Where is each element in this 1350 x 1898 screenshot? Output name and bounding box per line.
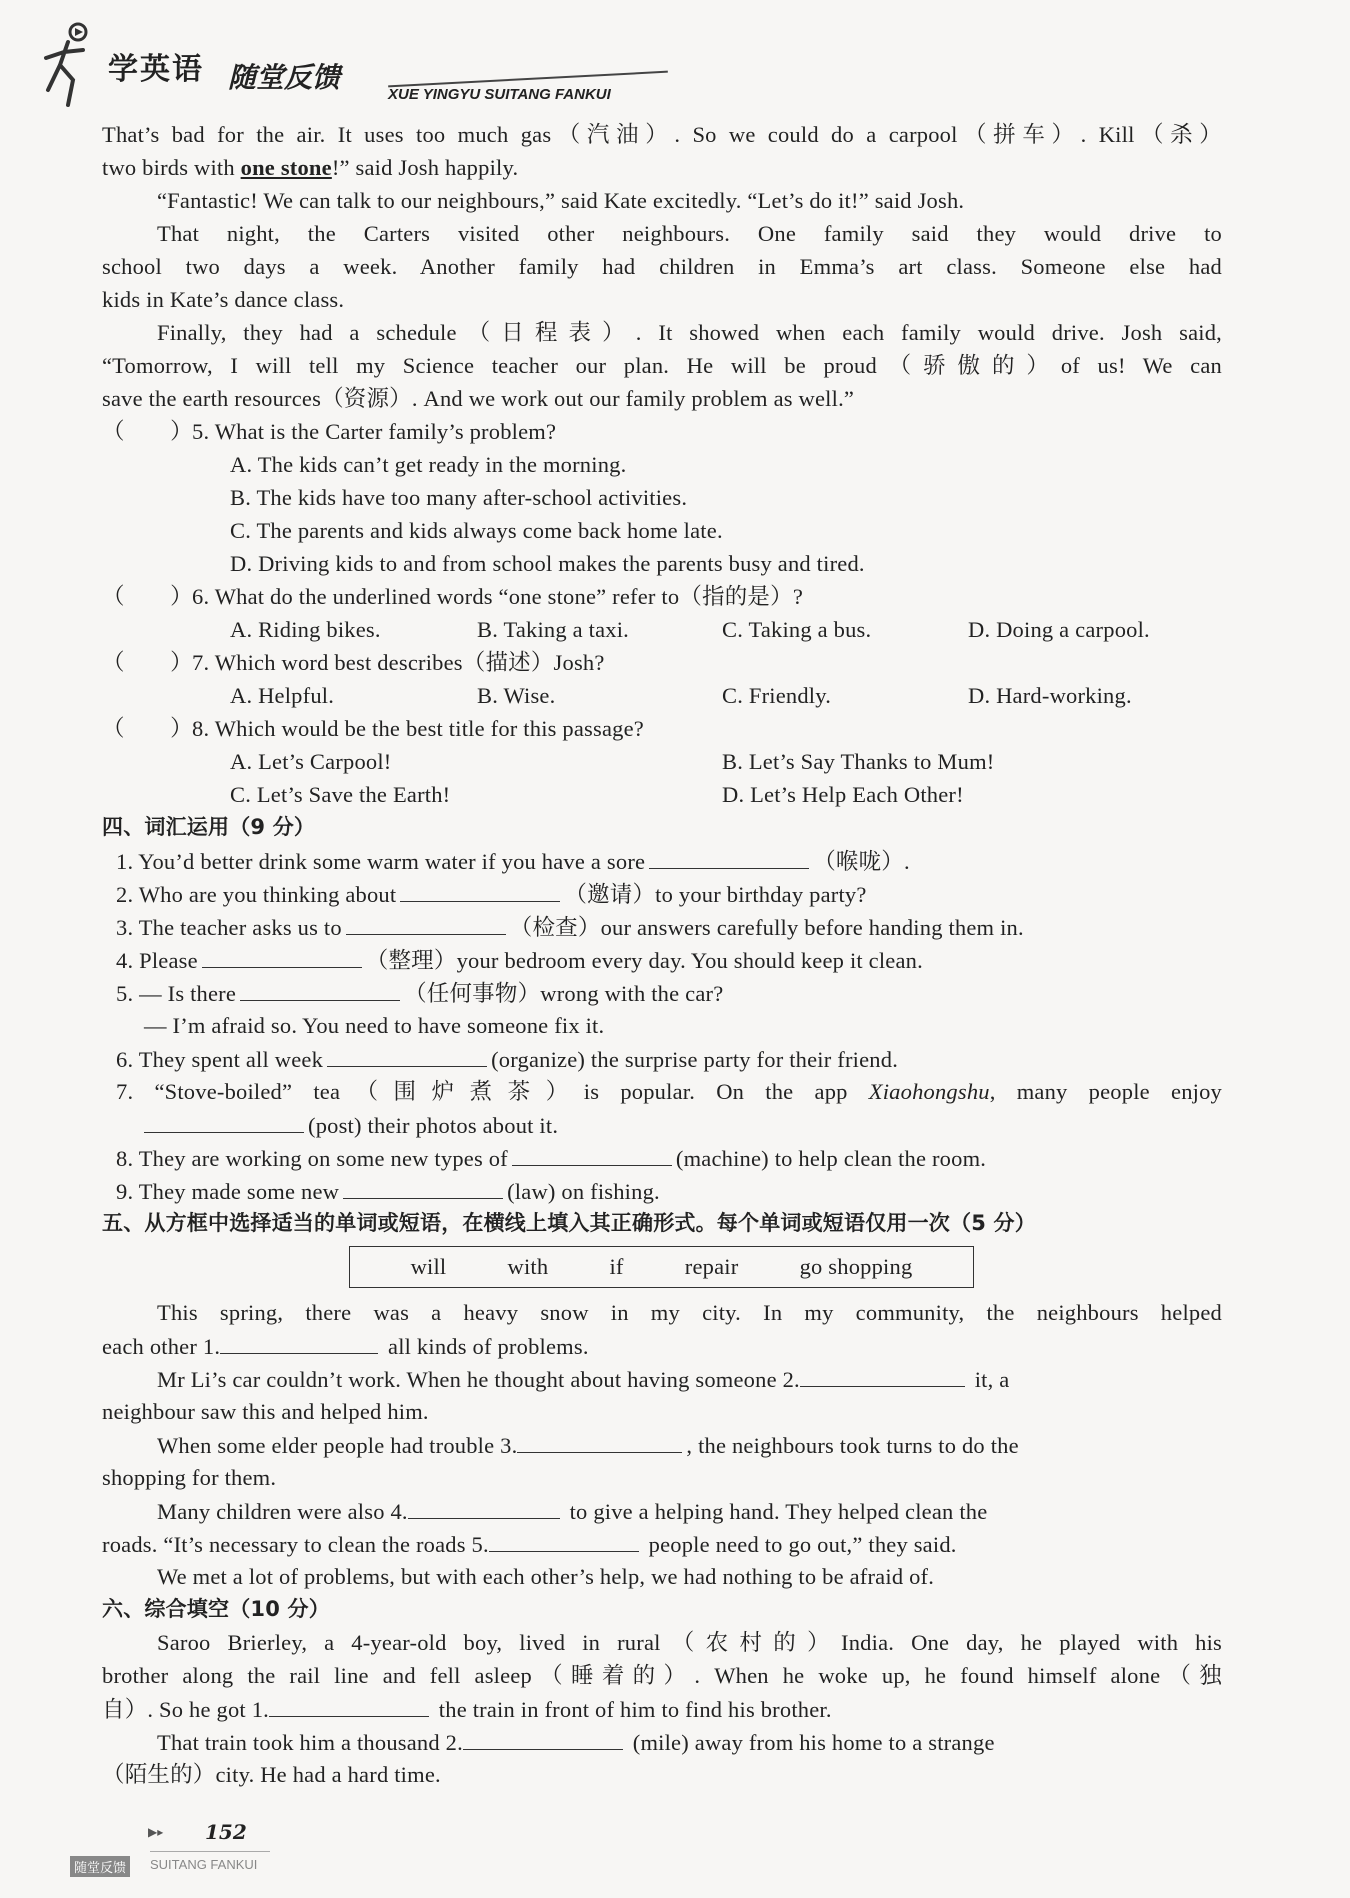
header-english-title: XUE YINGYU SUITANG FANKUI — [388, 86, 611, 103]
footer-label: 随堂反馈 — [70, 1856, 130, 1877]
passage-line — [102, 151, 1222, 184]
app-name: Xiaohongshu — [868, 1079, 990, 1104]
arrow-icon: ▶▸ — [148, 1825, 164, 1839]
option: D. Doing a carpool. — [968, 617, 1150, 642]
passage-line: Finally, they had a schedule（日程表）. It showed when each family would drive. Josh said, — [157, 320, 1222, 345]
cloze-line: （陌生的）city. He had a hard time. — [102, 1762, 441, 1787]
options-row — [102, 613, 1222, 646]
word-box — [349, 1246, 974, 1288]
header-title: 学英语 — [108, 52, 204, 87]
text: two birds with — [102, 155, 241, 180]
blank-number: 5. — [471, 1532, 489, 1557]
text: Many children were also — [157, 1499, 385, 1524]
header-subtitle: 随堂反馈 — [228, 61, 341, 94]
options-row — [102, 745, 1222, 778]
option: A. Helpful. — [230, 683, 335, 708]
vocab-item-reply: — I’m afraid so. You need to have someone fix it. — [144, 1013, 605, 1038]
blank-number: 2. — [782, 1367, 800, 1392]
text: （任何事物）wrong with the car? — [404, 981, 724, 1006]
option: D. Hard-working. — [968, 683, 1132, 708]
text: 1. You’d better drink some warm water if you have a sore — [116, 849, 646, 874]
vocab-item — [102, 877, 1222, 910]
text: 4. Please — [116, 948, 198, 973]
text: !” said Josh happily. — [331, 155, 519, 180]
option: B. The kids have too many after-school activities. — [230, 485, 688, 510]
text: it, a — [974, 1367, 1010, 1392]
cloze-line — [102, 1692, 1222, 1725]
answer-blank[interactable] — [512, 1141, 672, 1166]
page-header — [38, 14, 648, 110]
vocab-item — [102, 844, 1222, 877]
cloze-line — [102, 1725, 1222, 1758]
answer-blank[interactable] — [220, 1329, 378, 1354]
vocab-item — [102, 1042, 1222, 1075]
answer-blank[interactable] — [517, 1428, 682, 1453]
option: C. The parents and kids always come back home late. — [230, 518, 723, 543]
text: (machine) to help clean the room. — [675, 1146, 987, 1171]
blank-number: 3. — [500, 1433, 518, 1458]
question-stem: 8. Which would be the best title for this passage? — [192, 716, 644, 741]
question-6 — [102, 580, 1222, 613]
text: Mr Li’s car couldn’t work. When he thought about having someone — [157, 1367, 777, 1392]
section-4-title: 四、词汇运用（9 分） — [102, 815, 316, 839]
question-5 — [102, 415, 1222, 448]
runner-logo-icon — [38, 20, 98, 110]
word-option: repair — [684, 1254, 739, 1279]
cloze-line — [102, 1494, 1222, 1527]
passage-line: That’s bad for the air. It uses too much gas（汽油）. So we could do a carpool（拼车）. Kill（杀） — [102, 122, 1222, 147]
text: （喉咙）. — [813, 849, 910, 874]
text: people need to go out,” they said. — [648, 1532, 957, 1557]
section-6-title: 六、综合填空（10 分） — [102, 1597, 330, 1621]
text: （邀请）to your birthday party? — [564, 882, 867, 907]
vocab-item — [102, 943, 1222, 976]
footer-english-label: SUITANG FANKUI — [150, 1857, 258, 1872]
answer-blank[interactable] — [202, 943, 362, 968]
text: (organize) the surprise party for their friend. — [491, 1047, 899, 1072]
cloze-line — [102, 1527, 1222, 1560]
option: A. Let’s Carpool! — [230, 749, 392, 774]
vocab-item — [102, 976, 1222, 1009]
passage-line: That night, the Carters visited other neighbours. One family said they would drive to — [157, 221, 1222, 246]
blank-number: 1. — [202, 1334, 221, 1359]
answer-blank[interactable] — [144, 1108, 304, 1133]
text: （检查）our answers carefully before handing them in. — [509, 915, 1024, 940]
cloze-line: This spring, there was a heavy snow in my city. In my community, the neighbours helped — [157, 1300, 1222, 1325]
option: C. Taking a bus. — [722, 617, 872, 642]
text: (post) their photos about it. — [308, 1113, 559, 1138]
option: D. Let’s Help Each Other! — [722, 782, 964, 807]
text: （整理）your bedroom every day. You should keep it clean. — [365, 948, 923, 973]
word-option: with — [507, 1254, 549, 1279]
cloze-line: Saroo Brierley, a 4-year-old boy, lived in rural（农村的）India. One day, he played with his — [157, 1630, 1222, 1655]
text: 自）. So he got — [102, 1697, 246, 1722]
blank-number: 1. — [251, 1697, 269, 1722]
text: to give a helping hand. They helped clean the — [569, 1499, 988, 1524]
answer-bracket[interactable]: （ ） — [102, 419, 193, 444]
answer-bracket[interactable]: （ ） — [102, 584, 193, 609]
page-content — [102, 118, 1222, 1791]
cloze-line: shopping for them. — [102, 1465, 277, 1490]
text: 3. The teacher asks us to — [116, 915, 342, 940]
text: 9. They made some new — [116, 1179, 340, 1204]
blank-number: 4. — [390, 1499, 408, 1524]
blank-number: 2. — [445, 1730, 463, 1755]
text: the train in front of him to find his brother. — [438, 1697, 832, 1722]
cloze-line — [102, 1362, 1222, 1395]
question-7 — [102, 646, 1222, 679]
question-stem: 7. Which word best describes（描述）Josh? — [192, 650, 605, 675]
section-5-title: 五、从方框中选择适当的单词或短语，在横线上填入其正确形式。每个单词或短语仅用一次（5 分） — [102, 1211, 1036, 1235]
answer-blank[interactable] — [400, 877, 560, 902]
cloze-line: neighbour saw this and helped him. — [102, 1399, 429, 1424]
answer-blank[interactable] — [240, 976, 400, 1001]
underlined-words: one stone — [240, 155, 332, 180]
answer-blank[interactable] — [346, 910, 506, 935]
passage-line: “Tomorrow, I will tell my Science teacher our plan. He will be proud（骄傲的）of us! We can — [102, 353, 1222, 378]
text: 2. Who are you thinking about — [116, 882, 397, 907]
header-divider — [388, 71, 668, 88]
text: 6. They spent all week — [116, 1047, 324, 1072]
option: C. Let’s Save the Earth! — [230, 782, 451, 807]
text: roads. “It’s necessary to clean the roads — [102, 1532, 466, 1557]
text: 8. They are working on some new types of — [116, 1146, 508, 1171]
answer-blank[interactable] — [489, 1527, 639, 1552]
answer-blank[interactable] — [408, 1494, 560, 1519]
text: When some elder people had trouble — [157, 1433, 495, 1458]
answer-bracket[interactable]: （ ） — [102, 650, 193, 675]
answer-blank[interactable] — [269, 1692, 429, 1717]
option: C. Friendly. — [722, 683, 832, 708]
word-option: if — [609, 1254, 624, 1279]
text: That train took him a thousand — [157, 1730, 440, 1755]
answer-blank[interactable] — [343, 1174, 503, 1199]
vocab-item — [102, 1075, 1222, 1108]
text: (mile) away from his home to a strange — [632, 1730, 995, 1755]
text: , many people enjoy — [989, 1079, 1223, 1104]
question-8 — [102, 712, 1222, 745]
passage-line: kids in Kate’s dance class. — [102, 287, 345, 312]
footer-divider — [150, 1851, 270, 1852]
text: , the neighbours took turns to do the — [686, 1433, 1019, 1458]
page-number: 152 — [205, 1820, 247, 1844]
passage-line: “Fantastic! We can talk to our neighbours,” said Kate excitedly. “Let’s do it!” said Josh. — [157, 188, 965, 213]
answer-blank[interactable] — [649, 844, 809, 869]
word-option: go shopping — [799, 1254, 913, 1279]
option: A. Riding bikes. — [230, 617, 381, 642]
word-option: will — [410, 1254, 447, 1279]
cloze-line — [102, 1329, 1222, 1362]
answer-bracket[interactable]: （ ） — [102, 716, 193, 741]
page-footer — [70, 1820, 280, 1880]
question-stem: 5. What is the Carter family’s problem? — [192, 419, 557, 444]
options-row — [102, 679, 1222, 712]
passage-line: school two days a week. Another family had children in Emma’s art class. Someone else had — [102, 254, 1222, 279]
vocab-item — [102, 1174, 1222, 1207]
text: all kinds of problems. — [388, 1334, 589, 1359]
answer-blank[interactable] — [463, 1725, 623, 1750]
option: B. Wise. — [477, 683, 556, 708]
question-stem: 6. What do the underlined words “one stone” refer to（指的是）? — [192, 584, 804, 609]
answer-blank[interactable] — [800, 1362, 965, 1387]
option: A. The kids can’t get ready in the morning. — [230, 452, 627, 477]
cloze-line: We met a lot of problems, but with each other’s help, we had nothing to be afraid of. — [157, 1564, 935, 1589]
text: 5. — Is there — [116, 981, 237, 1006]
text: each other — [102, 1334, 198, 1359]
passage-line: save the earth resources（资源）. And we work out our family problem as well.” — [102, 386, 855, 411]
cloze-line — [102, 1428, 1222, 1461]
options-row — [102, 778, 1222, 811]
cloze-line: brother along the rail line and fell asleep（睡着的）. When he woke up, he found himself alone（独 — [102, 1663, 1222, 1688]
vocab-item — [102, 910, 1222, 943]
option: B. Let’s Say Thanks to Mum! — [722, 749, 995, 774]
text: (law) on fishing. — [507, 1179, 660, 1204]
answer-blank[interactable] — [327, 1042, 487, 1067]
option: B. Taking a taxi. — [477, 617, 630, 642]
vocab-item-cont — [102, 1108, 1222, 1141]
text: 7. “Stove-boiled” tea（围炉煮茶）is popular. On the app — [116, 1079, 869, 1104]
vocab-item — [102, 1141, 1222, 1174]
option: D. Driving kids to and from school makes the parents busy and tired. — [230, 551, 865, 576]
